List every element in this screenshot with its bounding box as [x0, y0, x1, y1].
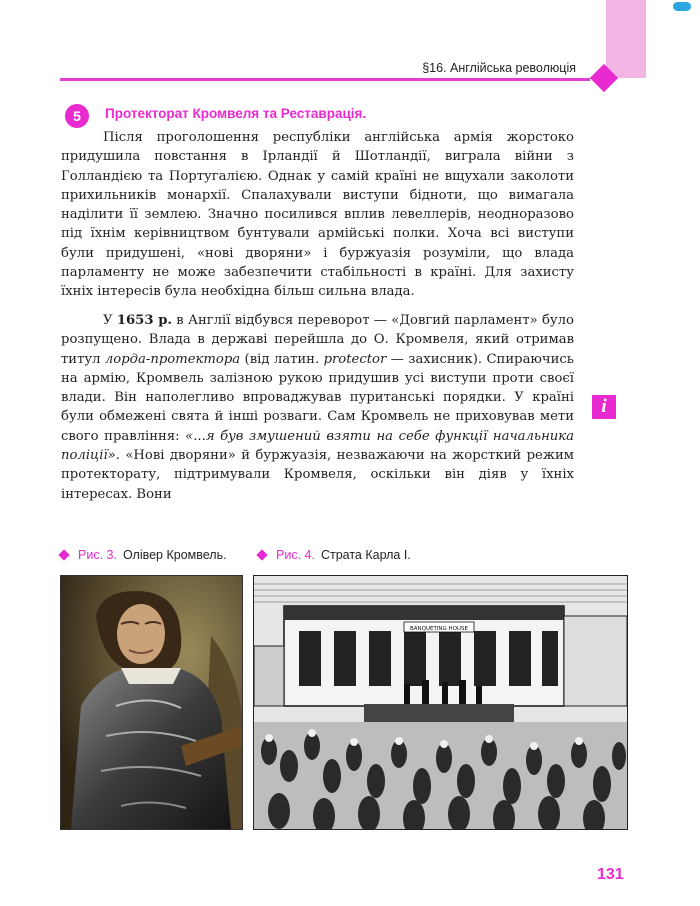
section-title: Протекторат Кромвеля та Реставрація. — [105, 106, 367, 121]
figure-4-label: Рис. 4. — [276, 548, 315, 562]
caption-diamond-icon — [256, 549, 267, 560]
figure-4-text: Страта Карла І. — [320, 548, 411, 562]
figure-3-label: Рис. 3. — [78, 548, 117, 562]
header-rule — [60, 78, 590, 81]
figure-4-caption — [258, 548, 411, 562]
p2-latin: protector — [323, 351, 387, 367]
caption-diamond-icon — [58, 549, 69, 560]
p2-title: лорда-протектора — [104, 351, 241, 367]
banqueting-house-sign: BANQUETING HOUSE — [409, 626, 469, 632]
paragraph-1: Після проголошення республіки англійська армія жорстоко придушила повстання в Ірландії й Шотландії, виграла війни з Голландією та Португалією. Однак у самій країні не вщухали заколоти прихильників монархії. Спалахували виступи бідноти, що вимагала наділити її землею. Значно посилився вплив левеллерів, неодноразово під їхнім керівництвом бунтували армійські полки. Хоча всі виступи були придушені, «нові дворяни» і буржуазія розуміли, що влада парламенту не може забезпечити стабільності в країні. Для захисту їхніх інтересів була необхідна більш сильна влада. — [61, 130, 574, 300]
figure-3-cromwell-portrait — [60, 575, 243, 830]
chapter-tab — [606, 0, 646, 78]
p2-text-b: (від латин. — [240, 351, 324, 367]
p2-quote: «...я був змушений взяти на себе функції начальника поліції» — [61, 428, 575, 464]
running-header: §16. Англійська революція — [422, 61, 576, 75]
p2-year: 1653 р. — [116, 313, 173, 328]
figure-3-caption — [60, 548, 227, 562]
figure-4-execution-engraving — [253, 575, 628, 830]
paragraph-2 — [61, 311, 574, 504]
portrait-image — [61, 576, 242, 829]
figure-3-text: Олівер Кромвель. — [122, 548, 227, 562]
engraving-image — [254, 576, 627, 829]
info-icon: i — [592, 395, 616, 419]
section-number-badge: 5 — [65, 104, 89, 128]
p2-text-c: — захисник). Спираючись на армію, Кромвель залізною рукою придушив усі виступи проти своєї влади. Він наполегливо впроваджував пуританські порядки. У країні були обмежені свята й інші розваги. Сам Кромвель не приховував мети свого правління: — [61, 351, 574, 444]
publisher-logo-icon — [673, 2, 691, 11]
p2-text-a: в Англії відбувся переворот — «Довгий парламент» було розпущено. Влада в державі перейшла до О. Кромвеля, який отримав титул — [61, 313, 575, 367]
p2-start: У — [103, 313, 117, 328]
p2-text-d: . «Нові дворяни» й буржуазія, незважаючи на жорсткий режим протекторату, підтримували Кромвеля, оскільки він діяв у їхніх інтересах. Вони — [61, 448, 574, 502]
page-number: 131 — [597, 866, 624, 883]
